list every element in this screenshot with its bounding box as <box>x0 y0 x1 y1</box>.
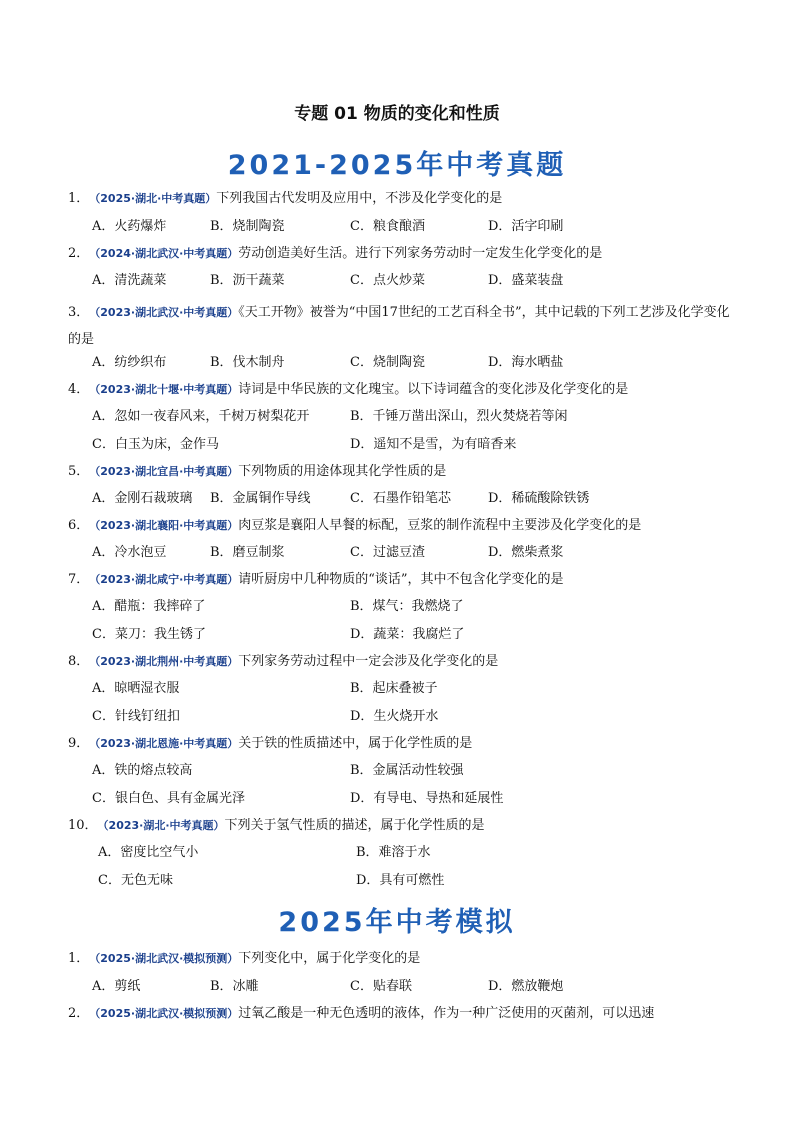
option-b[interactable]: B．烧制陶瓷 <box>210 219 285 234</box>
question-stem: 过氧乙酸是一种无色透明的液体，作为一种广泛使用的灭菌剂，可以迅速 <box>238 1006 655 1021</box>
question-3 <box>68 299 738 353</box>
question-stem: 下列物质的用途体现其化学性质的是 <box>238 464 447 479</box>
option-b[interactable]: B．磨豆制浆 <box>210 545 285 560</box>
question-stem: 肉豆浆是襄阳人早餐的标配，豆浆的制作流程中主要涉及化学变化的是 <box>238 518 642 533</box>
option-d[interactable]: D．海水晒盐 <box>488 355 564 370</box>
question-9 <box>68 735 738 753</box>
question-7 <box>68 571 738 589</box>
page-title: 专题 01 物质的变化和性质 <box>294 104 500 124</box>
option-b[interactable]: B．千锤万凿出深山，烈火焚烧若等闲 <box>350 409 568 424</box>
option-b[interactable]: B．冰雕 <box>210 979 259 994</box>
option-a[interactable]: A．忽如一夜春风来，千树万树梨花开 <box>92 409 310 424</box>
question-source: （2023·湖北襄阳·中考真题） <box>89 519 239 532</box>
question-stem: 下列关于氢气性质的描述，属于化学性质的是 <box>224 818 485 833</box>
question-6 <box>68 517 738 535</box>
option-c[interactable]: C．烧制陶瓷 <box>350 355 425 370</box>
option-d[interactable]: D．遥知不是雪，为有暗香来 <box>350 437 517 452</box>
option-d[interactable]: D．稀硫酸除铁锈 <box>488 491 590 506</box>
option-d[interactable]: D．燃放鞭炮 <box>488 979 564 994</box>
question-number: 8． <box>68 654 90 669</box>
question-number: 7． <box>68 572 90 587</box>
option-c[interactable]: C．菜刀：我生锈了 <box>92 627 206 642</box>
option-c[interactable]: C．贴春联 <box>350 979 412 994</box>
question-number: 2． <box>68 246 90 261</box>
question-10 <box>68 817 738 835</box>
option-d[interactable]: D．蔬菜：我腐烂了 <box>350 627 465 642</box>
option-c[interactable]: C．点火炒菜 <box>350 273 425 288</box>
option-c[interactable]: C．白玉为床，金作马 <box>92 437 219 452</box>
option-c[interactable]: C．针线钉纽扣 <box>92 709 180 724</box>
question-1 <box>68 190 738 208</box>
question-source: （2023·湖北·中考真题） <box>97 819 225 832</box>
question-source: （2025·湖北武汉·模拟预测） <box>89 952 239 965</box>
option-a[interactable]: A．密度比空气小 <box>98 845 199 860</box>
section-banner-mock-text: 2025年中考模拟 <box>278 907 516 938</box>
question-source: （2023·湖北荆州·中考真题） <box>89 655 239 668</box>
option-a[interactable]: A．铁的熔点较高 <box>92 763 193 778</box>
question-stem: 劳动创造美好生活。进行下列家务劳动时一定发生化学变化的是 <box>238 246 603 261</box>
option-a[interactable]: A．冷水泡豆 <box>92 545 167 560</box>
option-d[interactable]: D．有导电、导热和延展性 <box>350 791 504 806</box>
option-b[interactable]: B．难溶于水 <box>356 845 431 860</box>
question-1 <box>68 950 738 968</box>
question-stem: 下列家务劳动过程中一定会涉及化学变化的是 <box>238 654 499 669</box>
question-number: 1． <box>68 951 90 966</box>
option-a[interactable]: A．火药爆炸 <box>92 219 167 234</box>
question-source: （2023·湖北恩施·中考真题） <box>89 737 239 750</box>
option-b[interactable]: B．沥干蔬菜 <box>210 273 285 288</box>
option-a[interactable]: A．醋瓶：我摔碎了 <box>92 599 206 614</box>
option-b[interactable]: B．伐木制舟 <box>210 355 285 370</box>
question-source: （2024·湖北武汉·中考真题） <box>89 247 239 260</box>
option-a[interactable]: A．晾晒湿衣服 <box>92 681 180 696</box>
option-d[interactable]: D．具有可燃性 <box>356 873 445 888</box>
question-number: 6． <box>68 518 90 533</box>
question-source: （2023·湖北武汉·中考真题） <box>89 306 239 319</box>
option-b[interactable]: B．起床叠被子 <box>350 681 438 696</box>
option-b[interactable]: B．金属活动性较强 <box>350 763 464 778</box>
question-number: 10． <box>68 818 98 833</box>
question-number: 4． <box>68 382 90 397</box>
option-d[interactable]: D．盛菜装盘 <box>488 273 564 288</box>
option-b[interactable]: B．金属铜作导线 <box>210 491 311 506</box>
question-4 <box>68 381 738 399</box>
question-stem: 关于铁的性质描述中，属于化学性质的是 <box>238 736 473 751</box>
option-c[interactable]: C．过滤豆渣 <box>350 545 425 560</box>
question-number: 5． <box>68 464 90 479</box>
question-number: 3． <box>68 305 90 320</box>
option-c[interactable]: C．银白色、具有金属光泽 <box>92 791 245 806</box>
question-source: （2025·湖北武汉·模拟预测） <box>89 1007 239 1020</box>
question-source: （2023·湖北宜昌·中考真题） <box>89 465 239 478</box>
question-number: 1． <box>68 191 90 206</box>
question-source: （2023·湖北咸宁·中考真题） <box>89 573 239 586</box>
option-b[interactable]: B．煤气：我燃烧了 <box>350 599 464 614</box>
question-5 <box>68 463 738 481</box>
option-d[interactable]: D．生火烧开水 <box>350 709 439 724</box>
section-banner-exam <box>0 143 794 182</box>
option-a[interactable]: A．金刚石裁玻璃 <box>92 491 193 506</box>
option-c[interactable]: C．粮食酿酒 <box>350 219 425 234</box>
question-stem: 下列变化中，属于化学变化的是 <box>238 951 421 966</box>
question-stem: 诗词是中华民族的文化瑰宝。以下诗词蕴含的变化涉及化学变化的是 <box>238 382 629 397</box>
question-2 <box>68 1005 738 1023</box>
option-d[interactable]: D．燃柴煮浆 <box>488 545 564 560</box>
option-d[interactable]: D．活字印刷 <box>488 219 564 234</box>
section-banner-exam-text: 2021-2025年中考真题 <box>227 150 567 181</box>
question-stem: 《天工开物》被誉为“中国17世纪的工艺百科全书”，其中记载的下列工艺涉及化学变化的是 <box>68 305 730 347</box>
option-c[interactable]: C．无色无味 <box>98 873 173 888</box>
option-a[interactable]: A．清洗蔬菜 <box>92 273 167 288</box>
question-stem: 请听厨房中几种物质的“谈话”，其中不包含化学变化的是 <box>238 572 564 587</box>
question-number: 2． <box>68 1006 90 1021</box>
option-c[interactable]: C．石墨作铅笔芯 <box>350 491 451 506</box>
question-8 <box>68 653 738 671</box>
option-a[interactable]: A．纺纱织布 <box>92 355 167 370</box>
question-stem: 下列我国古代发明及应用中，不涉及化学变化的是 <box>216 191 503 206</box>
option-a[interactable]: A．剪纸 <box>92 979 141 994</box>
question-source: （2025·湖北·中考真题） <box>89 192 217 205</box>
question-source: （2023·湖北十堰·中考真题） <box>89 383 239 396</box>
question-2 <box>68 245 738 263</box>
question-number: 9． <box>68 736 90 751</box>
section-banner-mock <box>0 900 794 939</box>
